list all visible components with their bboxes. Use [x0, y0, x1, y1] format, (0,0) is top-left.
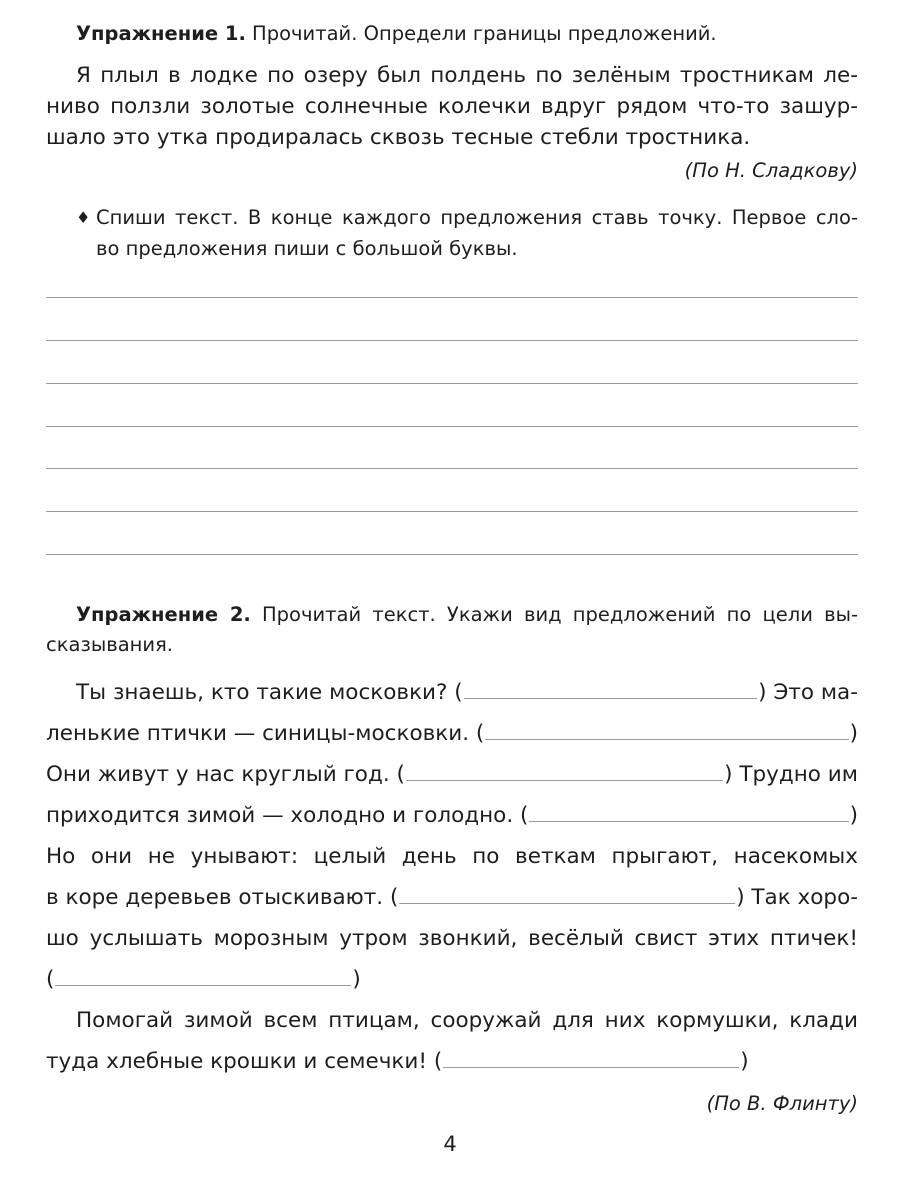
- exercise-1-label: Упражнение 1.: [76, 22, 246, 45]
- text-segment: ): [740, 1049, 749, 1074]
- exercise-1-task: [76, 202, 858, 264]
- exercise-1-text: [76, 60, 858, 91]
- writing-line[interactable]: [46, 297, 858, 298]
- answer-blank[interactable]: [406, 762, 723, 781]
- writing-line[interactable]: [46, 340, 858, 341]
- writing-line[interactable]: [46, 468, 858, 469]
- text-segment: ) Это ма-: [758, 680, 858, 705]
- text-row: [46, 721, 858, 751]
- answer-blank[interactable]: [443, 1049, 739, 1068]
- exercise-1-title: [76, 19, 858, 49]
- answer-blank[interactable]: [399, 885, 735, 904]
- exercise-2-title-line: [76, 600, 858, 630]
- exercise-2-label: Упражнение 2.: [76, 603, 251, 626]
- text-segment: в коре деревьев отыскивают. (: [46, 885, 399, 910]
- text-segment: ): [352, 967, 361, 992]
- exercise-2-instruction-line: сказывания.: [46, 633, 174, 656]
- text-segment: Они живут у нас круглый год. (: [46, 762, 405, 787]
- task-line: во предложения пиши с большой буквы.: [96, 237, 518, 260]
- exercise-2-author: (По В. Флинту): [706, 1092, 858, 1115]
- answer-blank[interactable]: [55, 967, 351, 986]
- answer-blank[interactable]: [485, 721, 848, 740]
- exercise-1-text-cont: [46, 91, 858, 153]
- answer-blank[interactable]: [464, 680, 757, 699]
- writing-line[interactable]: [46, 511, 858, 512]
- text-row: [46, 803, 858, 833]
- text-segment: туда хлебные крошки и семечки! (: [46, 1049, 443, 1074]
- exercise-1-author: (По Н. Сладкову): [684, 159, 858, 182]
- text-row: Помогай зимой всем птицам, сооружай для них кормушки, клади: [76, 1008, 858, 1033]
- text-segment: ленькие птички — синицы-московки. (: [46, 721, 485, 746]
- text-segment: (: [46, 967, 55, 992]
- exercise-2-title-cont: [46, 630, 828, 660]
- diamond-icon: ♦: [76, 208, 91, 227]
- writing-line[interactable]: [46, 383, 858, 384]
- text-segment: ) Так хоро-: [736, 885, 858, 910]
- writing-line[interactable]: [46, 554, 858, 555]
- text-segment: ): [849, 803, 858, 828]
- task-line: Спиши текст. В конце каждого предложения ставь точку. Первое сло-: [96, 206, 858, 229]
- text-line: ниво ползли золотые солнечные колечки вдруг рядом что-то зашур-: [46, 94, 858, 119]
- exercise-2-title: [76, 600, 858, 630]
- text-row: шо услышать морозным утром звонкий, весёлый свист этих птичек!: [46, 926, 858, 951]
- page-number: 4: [443, 1132, 457, 1156]
- answer-blank[interactable]: [529, 803, 848, 822]
- text-segment: приходится зимой — холодно и голодно. (: [46, 803, 529, 828]
- text-row: [46, 762, 858, 792]
- text-segment: ): [849, 721, 858, 746]
- text-line: шало это утка продиралась сквозь тесные стебли тростника.: [46, 125, 751, 150]
- text-row: [46, 1049, 858, 1079]
- exercise-1-instruction: Прочитай. Определи границы предложений.: [245, 22, 717, 45]
- text-row: Но они не унывают: целый день по веткам прыгают, насекомых: [46, 844, 858, 869]
- text-segment: Ты знаешь, кто такие московки? (: [76, 680, 463, 705]
- text-row: [76, 680, 858, 710]
- text-segment: ) Трудно им: [724, 762, 858, 787]
- exercise-2-instruction: Прочитай текст. Укажи вид предложений по цели вы-: [250, 603, 858, 626]
- text-row: [46, 967, 858, 997]
- text-line: Я плыл в лодке по озеру был полдень по зелёным тростникам ле-: [76, 63, 858, 88]
- writing-line[interactable]: [46, 426, 858, 427]
- text-row: [46, 885, 858, 915]
